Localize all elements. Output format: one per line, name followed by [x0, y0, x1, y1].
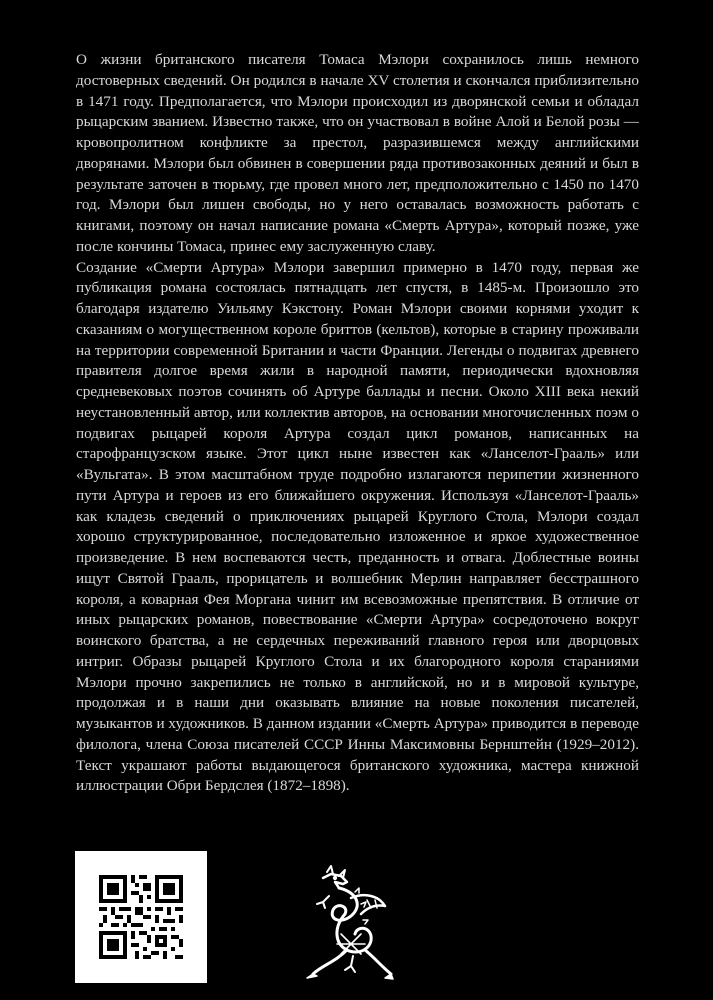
qr-code-graphic — [75, 851, 207, 983]
annotation-paragraph-1: О жизни британского писателя Томаса Мэлори сохранилось лишь немного достоверных сведений. Он родился в начале XV столетия и скончался приблизительно в 1471 году. Предполагается, что Мэлори происходил из дворянской семьи и обладал рыцарским званием. Известно также, что он участвовал в войне Алой и Белой розы — кровопролитном конфликте за престол, разразившемся между английскими дворянами. Мэлори был обвинен в совершении ряда противозаконных деяний и был в результате заточен в тюрьму, где провел много лет, предположительно с 1450 по 1470 год. Мэлори был лишен свободы, но у него оставалась возможность работать с книгами, поэтому он начал написание романа «Смерть Артура», который позже, уже после кончины Томаса, принес ему заслуженную славу. — [76, 51, 639, 255]
qr-code-icon — [75, 851, 207, 983]
book-annotation — [76, 50, 639, 797]
dragon-emblem-graphic — [305, 862, 395, 980]
annotation-paragraph-2: Создание «Смерти Артура» Мэлори завершил примерно в 1470 году, первая же публикация романа состоялась пятнадцать лет спустя, в 1485-м. Произошло это благодаря издателю Уильяму Кэкстону. Роман Мэлори своими корнями уходит к сказаниям о могущественном короле бриттов (кельтов), которые в старину проживали на территории современной Британии и части Франции. Легенды о подвигах древнего правителя долгое время жили в народной памяти, периодически вдохновляя средневековых поэтов сочинять об Артуре баллады и песни. Около XIII века некий неустановленный автор, или коллектив авторов, на основании многочисленных поэм о подвигах рыцарей короля Артура создал цикл романов, написанных на старофранцузском языке. Этот цикл ныне известен как «Ланселот-Грааль» или «Вульгата». В этом масштабном труде подробно излагаются перипетии жизненного пути Артура и героев из его ближайшего окружения. Используя «Ланселот-Грааль» как кладезь сведений о приключениях рыцарей Круглого Стола, Мэлори создал хорошо структурированное, последовательно изложенное и яркое художественное произведение. В нем воспеваются честь, преданность и отвага. Доблестные воины ищут Святой Грааль, прорицатель и волшебник Мерлин направляет бесстрашного короля, а коварная Фея Моргана чинит им всевозможные препятствия. В отличие от иных рыцарских романов, повествование «Смерти Артура» сосредоточено вокруг воинского братства, а не сердечных переживаний главного героя или дворцовых интриг. Образы рыцарей Круглого Стола и их благородного короля стараниями Мэлори прочно закрепились не только в английской, но и в мировой культуре, продолжая и в наши дни оказывать влияние на новые поколения писателей, музыкантов и художников. В данном издании «Смерть Артура» приводится в переводе филолога, члена Союза писателей СССР Инны Максимовны Бернштейн (1929–2012). Текст украшают работы выдающегося британского художника, мастера книжной иллюстрации Обри Бердслея (1872–1898). — [76, 258, 639, 795]
dragon-emblem-icon — [305, 862, 395, 980]
